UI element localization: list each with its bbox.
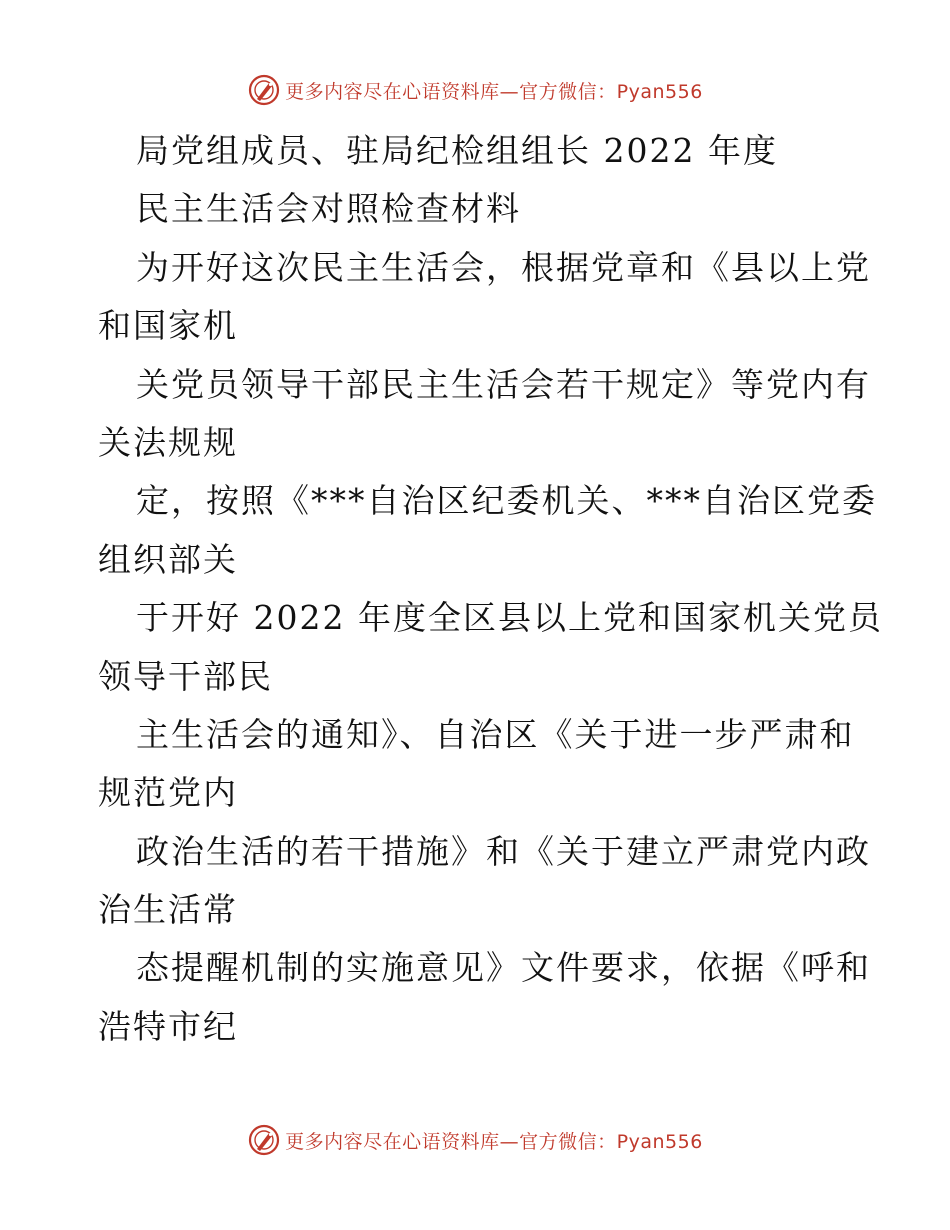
text-line: 态提醒机制的实施意见》文件要求，依据《呼和 — [136, 948, 871, 988]
text-line: 治生活常 — [98, 890, 238, 930]
text-line: 主生活会的通知》、自治区《关于进一步严肃和 — [136, 714, 855, 754]
text-line: 组织部关 — [98, 539, 238, 579]
banner-text: 更多内容尽在心语资料库—官方微信：Pyan556 — [285, 80, 703, 103]
text-line: 局党组成员、驻局纪检组组长 2022 年度 — [136, 131, 778, 170]
text-line: 关党员领导干部民主生活会若干规定》等党内有 — [136, 364, 871, 404]
text-line: 和国家机 — [98, 306, 238, 346]
document-body — [98, 122, 883, 1056]
text-line: 政治生活的若干措施》和《关于建立严肃党内政 — [136, 831, 871, 871]
text-line: 关法规规 — [98, 422, 238, 462]
text-line: 为开好这次民主生活会，根据党章和《县以上党 — [136, 247, 871, 287]
text-line: 规范党内 — [98, 773, 238, 813]
text-line: 民主生活会对照检查材料 — [136, 189, 521, 229]
pen-nib-logo-icon — [247, 73, 281, 107]
text-line: 定，按照《***自治区纪委机关、***自治区党委 — [136, 481, 877, 521]
footer-banner — [0, 1120, 950, 1160]
pen-nib-logo-icon — [247, 1123, 281, 1157]
header-banner — [0, 70, 950, 110]
text-line: 于开好 2022 年度全区县以上党和国家机关党员 — [136, 598, 883, 638]
text-line: 浩特市纪 — [98, 1006, 238, 1046]
banner-text: 更多内容尽在心语资料库—官方微信：Pyan556 — [285, 1130, 703, 1153]
text-line: 领导干部民 — [98, 656, 273, 696]
